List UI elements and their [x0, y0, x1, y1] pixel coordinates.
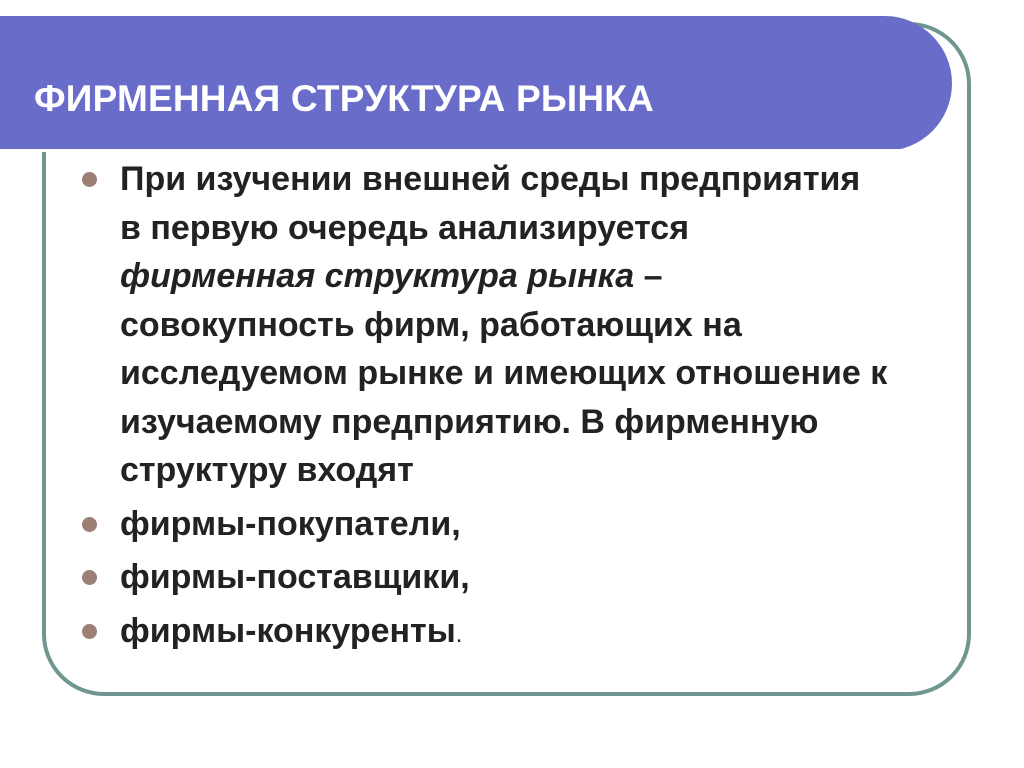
list-item-definition [80, 155, 890, 495]
slide-title: ФИРМЕННАЯ СТРУКТУРА РЫНКА [34, 78, 654, 119]
list-item [80, 553, 890, 602]
final-period: . [455, 620, 463, 648]
emphasized-term: фирменная структура рынка [120, 257, 635, 295]
paragraph-lead: При изучении внешней среды предприятия в первую очередь анализируется [120, 160, 861, 247]
list-item-label: фирмы-поставщики, [120, 558, 470, 596]
paragraph-rest: – совокупность фирм, работающих на исследуемом рынке и имеющих отношение к изучаемому предприятию. В фирменную структуру входят [120, 257, 888, 489]
list-item [80, 607, 890, 660]
bullet-icon [82, 570, 97, 585]
title-bar [0, 16, 952, 151]
bullet-icon [82, 172, 97, 187]
bullet-icon [82, 624, 97, 639]
bullet-icon [82, 517, 97, 532]
title-underline [0, 149, 904, 152]
list-item-label: фирмы-конкуренты [120, 611, 456, 650]
list-item [80, 500, 890, 549]
list-item-label: фирмы-покупатели, [120, 504, 461, 543]
bullet-list [80, 155, 890, 659]
